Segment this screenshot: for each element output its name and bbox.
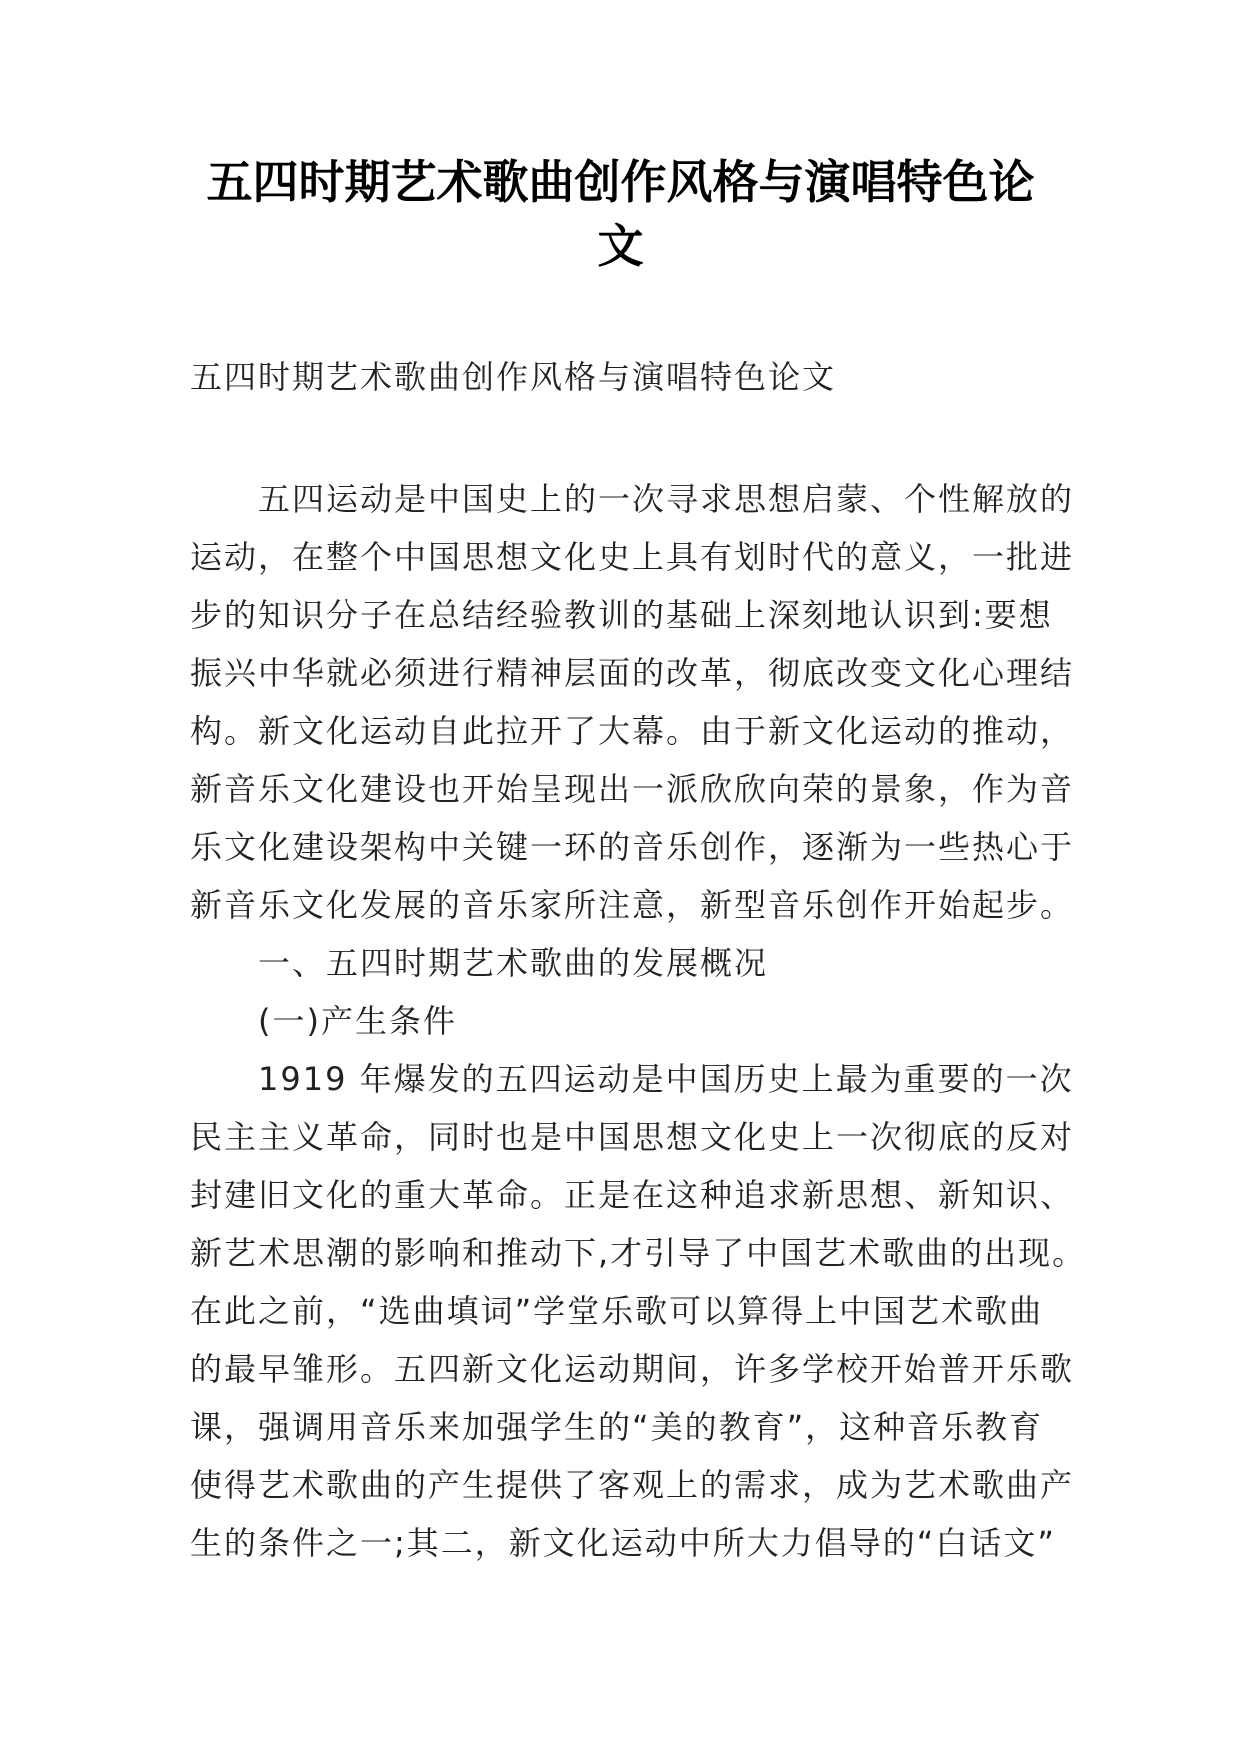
- body-line: 生的条件之一;其二，新文化运动中所大力倡导的“白话文”: [190, 1524, 1056, 1562]
- body-line: 构。新文化运动自此拉开了大幕。由于新文化运动的推动，: [190, 712, 1075, 750]
- body-line: 新音乐文化建设也开始呈现出一派欣欣向荣的景象，作为音: [190, 770, 1075, 808]
- body-line: 新音乐文化发展的音乐家所注意，新型音乐创作开始起步。: [190, 886, 1075, 924]
- body-line: 的最早雏形。五四新文化运动期间，许多学校开始普开乐歌: [190, 1350, 1075, 1388]
- body-line: 振兴中华就必须进行精神层面的改革，彻底改变文化心理结: [190, 654, 1075, 692]
- body-line: 民主主义革命，同时也是中国思想文化史上一次彻底的反对: [190, 1118, 1075, 1156]
- body-line: 运动，在整个中国思想文化史上具有划时代的意义，一批进: [190, 538, 1075, 576]
- document-body: [190, 470, 1087, 1572]
- document-subtitle: 五四时期艺术歌曲创作风格与演唱特色论文: [190, 358, 837, 396]
- subsection-heading: (一)产生条件: [258, 1002, 457, 1040]
- body-line: 在此之前，“选曲填词”学堂乐歌可以算得上中国艺术歌曲: [190, 1292, 1044, 1330]
- body-line: 五四运动是中国史上的一次寻求思想启蒙、个性解放的: [258, 480, 1075, 518]
- title-line-1: 五四时期艺术歌曲创作风格与演唱特色论: [206, 155, 1035, 209]
- section-heading: 一、五四时期艺术歌曲的发展概况: [258, 944, 769, 982]
- body-line: 课，强调用音乐来加强学生的“美的教育”，这种音乐教育: [190, 1408, 1044, 1446]
- document-title: [150, 150, 1091, 278]
- body-line: 使得艺术歌曲的产生提供了客观上的需求，成为艺术歌曲产: [190, 1466, 1075, 1504]
- body-line: 1919 年爆发的五四运动是中国历史上最为重要的一次: [258, 1060, 1074, 1098]
- body-line: 乐文化建设架构中关键一环的音乐创作，逐渐为一些热心于: [190, 828, 1075, 866]
- title-line-2: 文: [597, 219, 644, 273]
- body-line: 步的知识分子在总结经验教训的基础上深刻地认识到:要想: [190, 596, 1053, 634]
- body-line: 封建旧文化的重大革命。正是在这种追求新思想、新知识、: [190, 1176, 1075, 1214]
- body-line: 新艺术思潮的影响和推动下,才引导了中国艺术歌曲的出现。: [190, 1234, 1087, 1272]
